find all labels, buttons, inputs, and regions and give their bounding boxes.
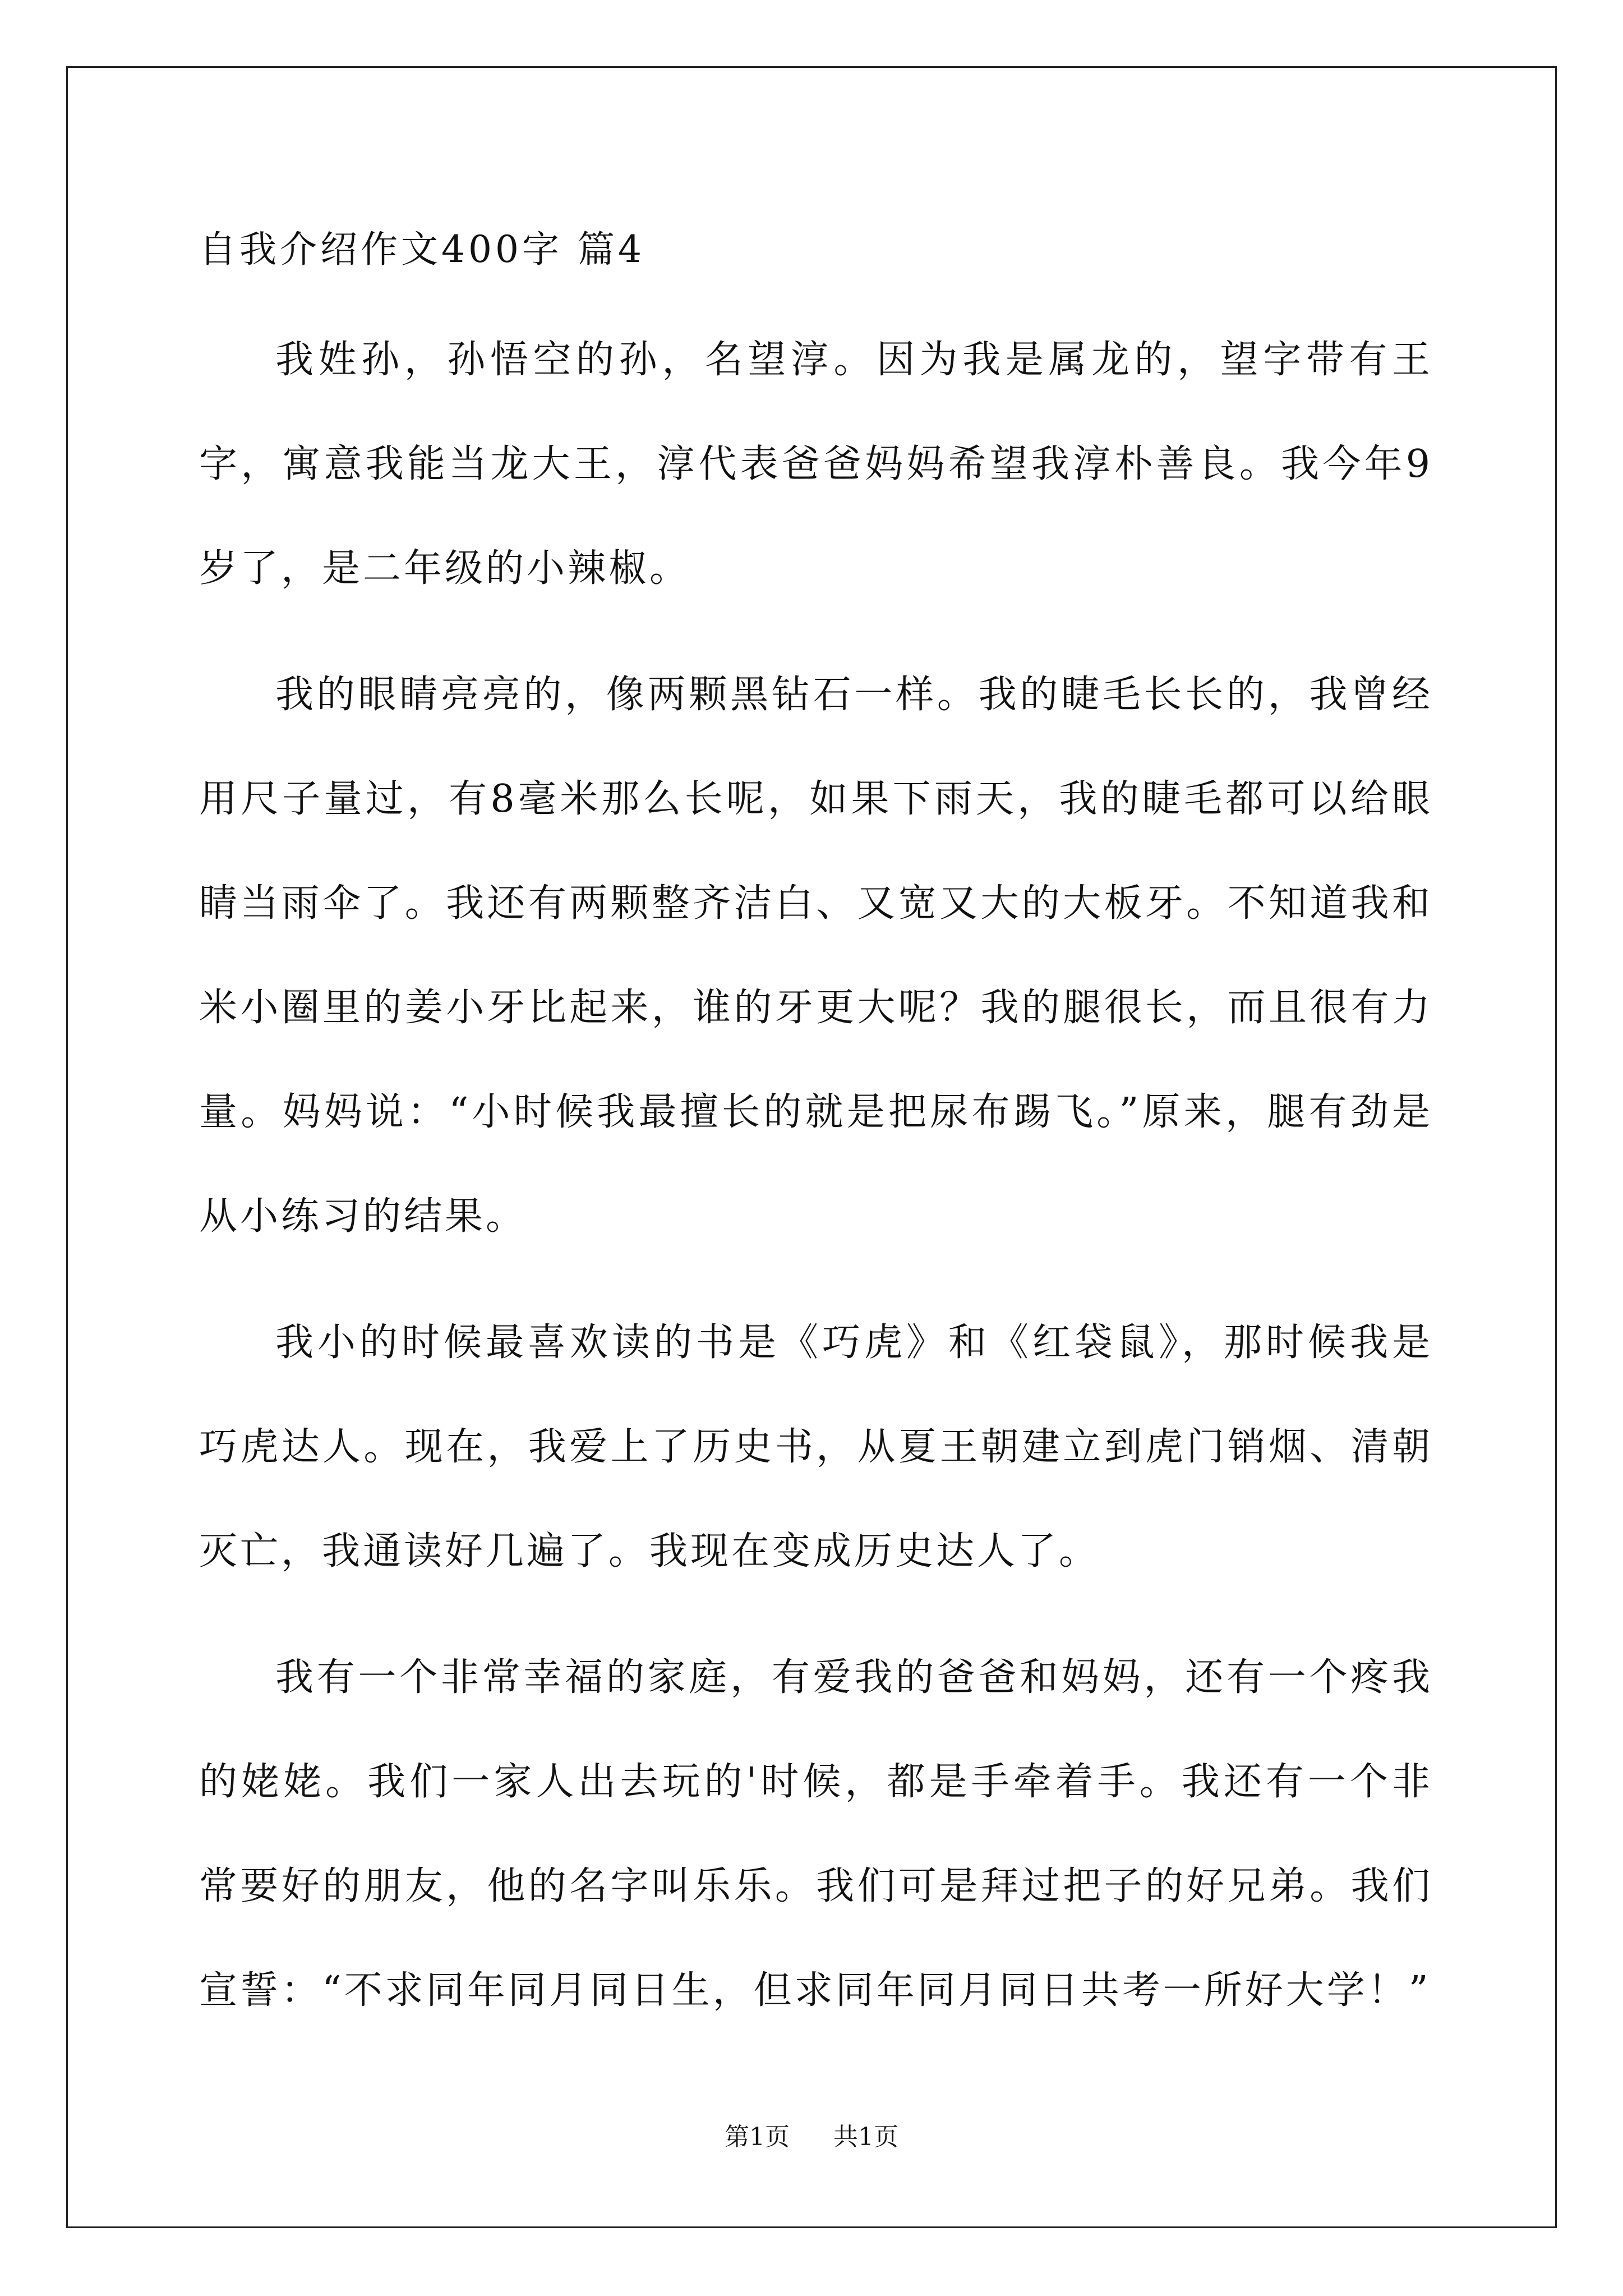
paragraph-3: 我小的时候最喜欢读的书是《巧虎》和《红袋鼠》，那时候我是巧虎达人。现在，我爱上了历史书，从夏王朝建立到虎门销烟、清朝灭亡，我通读好几遍了。我现在变成历史达人了。 [199, 1320, 1433, 1573]
document-body [199, 216, 1433, 2065]
page-number-current: 第1页 [725, 2123, 790, 2151]
paragraph-1: 我姓孙，孙悟空的孙，名望淳。因为我是属龙的，望字带有王字，寓意我能当龙大王，淳代表爸爸妈妈希望我淳朴善良。我今年9岁了，是二年级的小辣椒。 [199, 338, 1433, 591]
paragraph-4: 我有一个非常幸福的家庭，有爱我的爸爸和妈妈，还有一个疼我的姥姥。我们一家人出去玩的'时候，都是手牵着手。我还有一个非常要好的朋友，他的名字叫乐乐。我们可是拜过把子的好兄弟。我们宣誓：“不求同年同月同日生，但求同年同月同日共考一所好大学！” [199, 1655, 1433, 2013]
page-footer [0, 2120, 1623, 2154]
document-title: 自我介绍作文400字 篇4 [199, 228, 645, 271]
page-number-total: 共1页 [833, 2123, 898, 2151]
paragraph-2: 我的眼睛亮亮的，像两颗黑钻石一样。我的睫毛长长的，我曾经用尺子量过，有8毫米那么长呢，如果下雨天，我的睫毛都可以给眼睛当雨伞了。我还有两颗整齐洁白、又宽又大的大板牙。不知道我和米小圈里的姜小牙比起来，谁的牙更大呢？我的腿很长，而且很有力量。妈妈说：“小时候我最擅长的就是把尿布踢飞。”原来，腿有劲是从小练习的结果。 [199, 673, 1433, 1239]
